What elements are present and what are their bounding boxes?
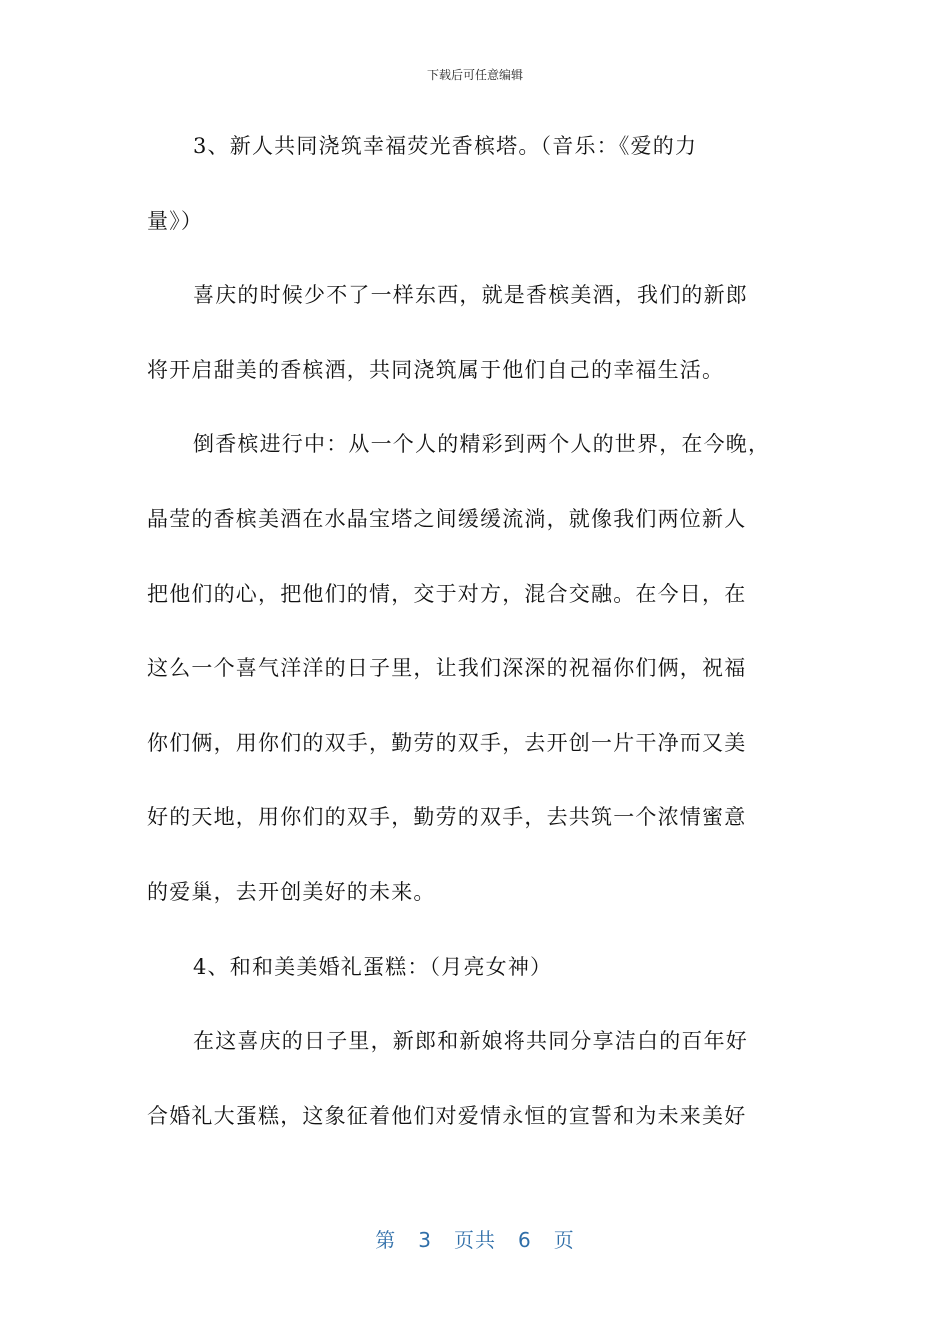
paragraph-line: 倒香槟进行中：从一个人的精彩到两个人的世界，在今晚，: [193, 432, 771, 457]
paragraph-line: 3、新人共同浇筑幸福荧光香槟塔。（音乐：《爱的力: [193, 134, 698, 158]
page-footer: [0, 1224, 950, 1253]
footer-middle: 页共: [454, 1228, 496, 1252]
paragraph-line: 合婚礼大蛋糕，这象征着他们对爱情永恒的宣誓和为未来美好: [147, 1103, 747, 1128]
paragraph-line: 将开启甜美的香槟酒，共同浇筑属于他们自己的幸福生活。: [147, 357, 725, 382]
current-page-number: 3: [418, 1228, 432, 1252]
paragraph-line: 把他们的心，把他们的情，交于对方，混合交融。在今日，在: [147, 581, 747, 606]
paragraph-line: 量》）: [147, 208, 204, 233]
paragraph-line: 喜庆的时候少不了一样东西，就是香槟美酒，我们的新郎: [193, 283, 748, 308]
paragraph-line: 的爱巢，去开创美好的未来。: [147, 879, 436, 904]
document-body: [147, 126, 807, 1170]
paragraph-line: 在这喜庆的日子里，新郎和新娘将共同分享洁白的百年好: [193, 1029, 748, 1054]
footer-suffix: 页: [553, 1228, 575, 1252]
footer-prefix: 第: [375, 1228, 397, 1252]
paragraph-line: 这么一个喜气洋洋的日子里，让我们深深的祝福你们俩，祝福: [147, 656, 747, 681]
paragraph-line: 好的天地，用你们的双手，勤劳的双手，去共筑一个浓情蜜意: [147, 805, 747, 830]
paragraph-line: 你们俩，用你们的双手，勤劳的双手，去开创一片干净而又美: [147, 730, 747, 755]
total-page-number: 6: [518, 1228, 532, 1252]
paragraph-line: 晶莹的香槟美酒在水晶宝塔之间缓缓流淌，就像我们两位新人: [147, 506, 747, 531]
paragraph-line: 4、和和美美婚礼蛋糕：（月亮女神）: [193, 954, 553, 979]
page-header: 下载后可任意编辑: [426, 68, 523, 82]
